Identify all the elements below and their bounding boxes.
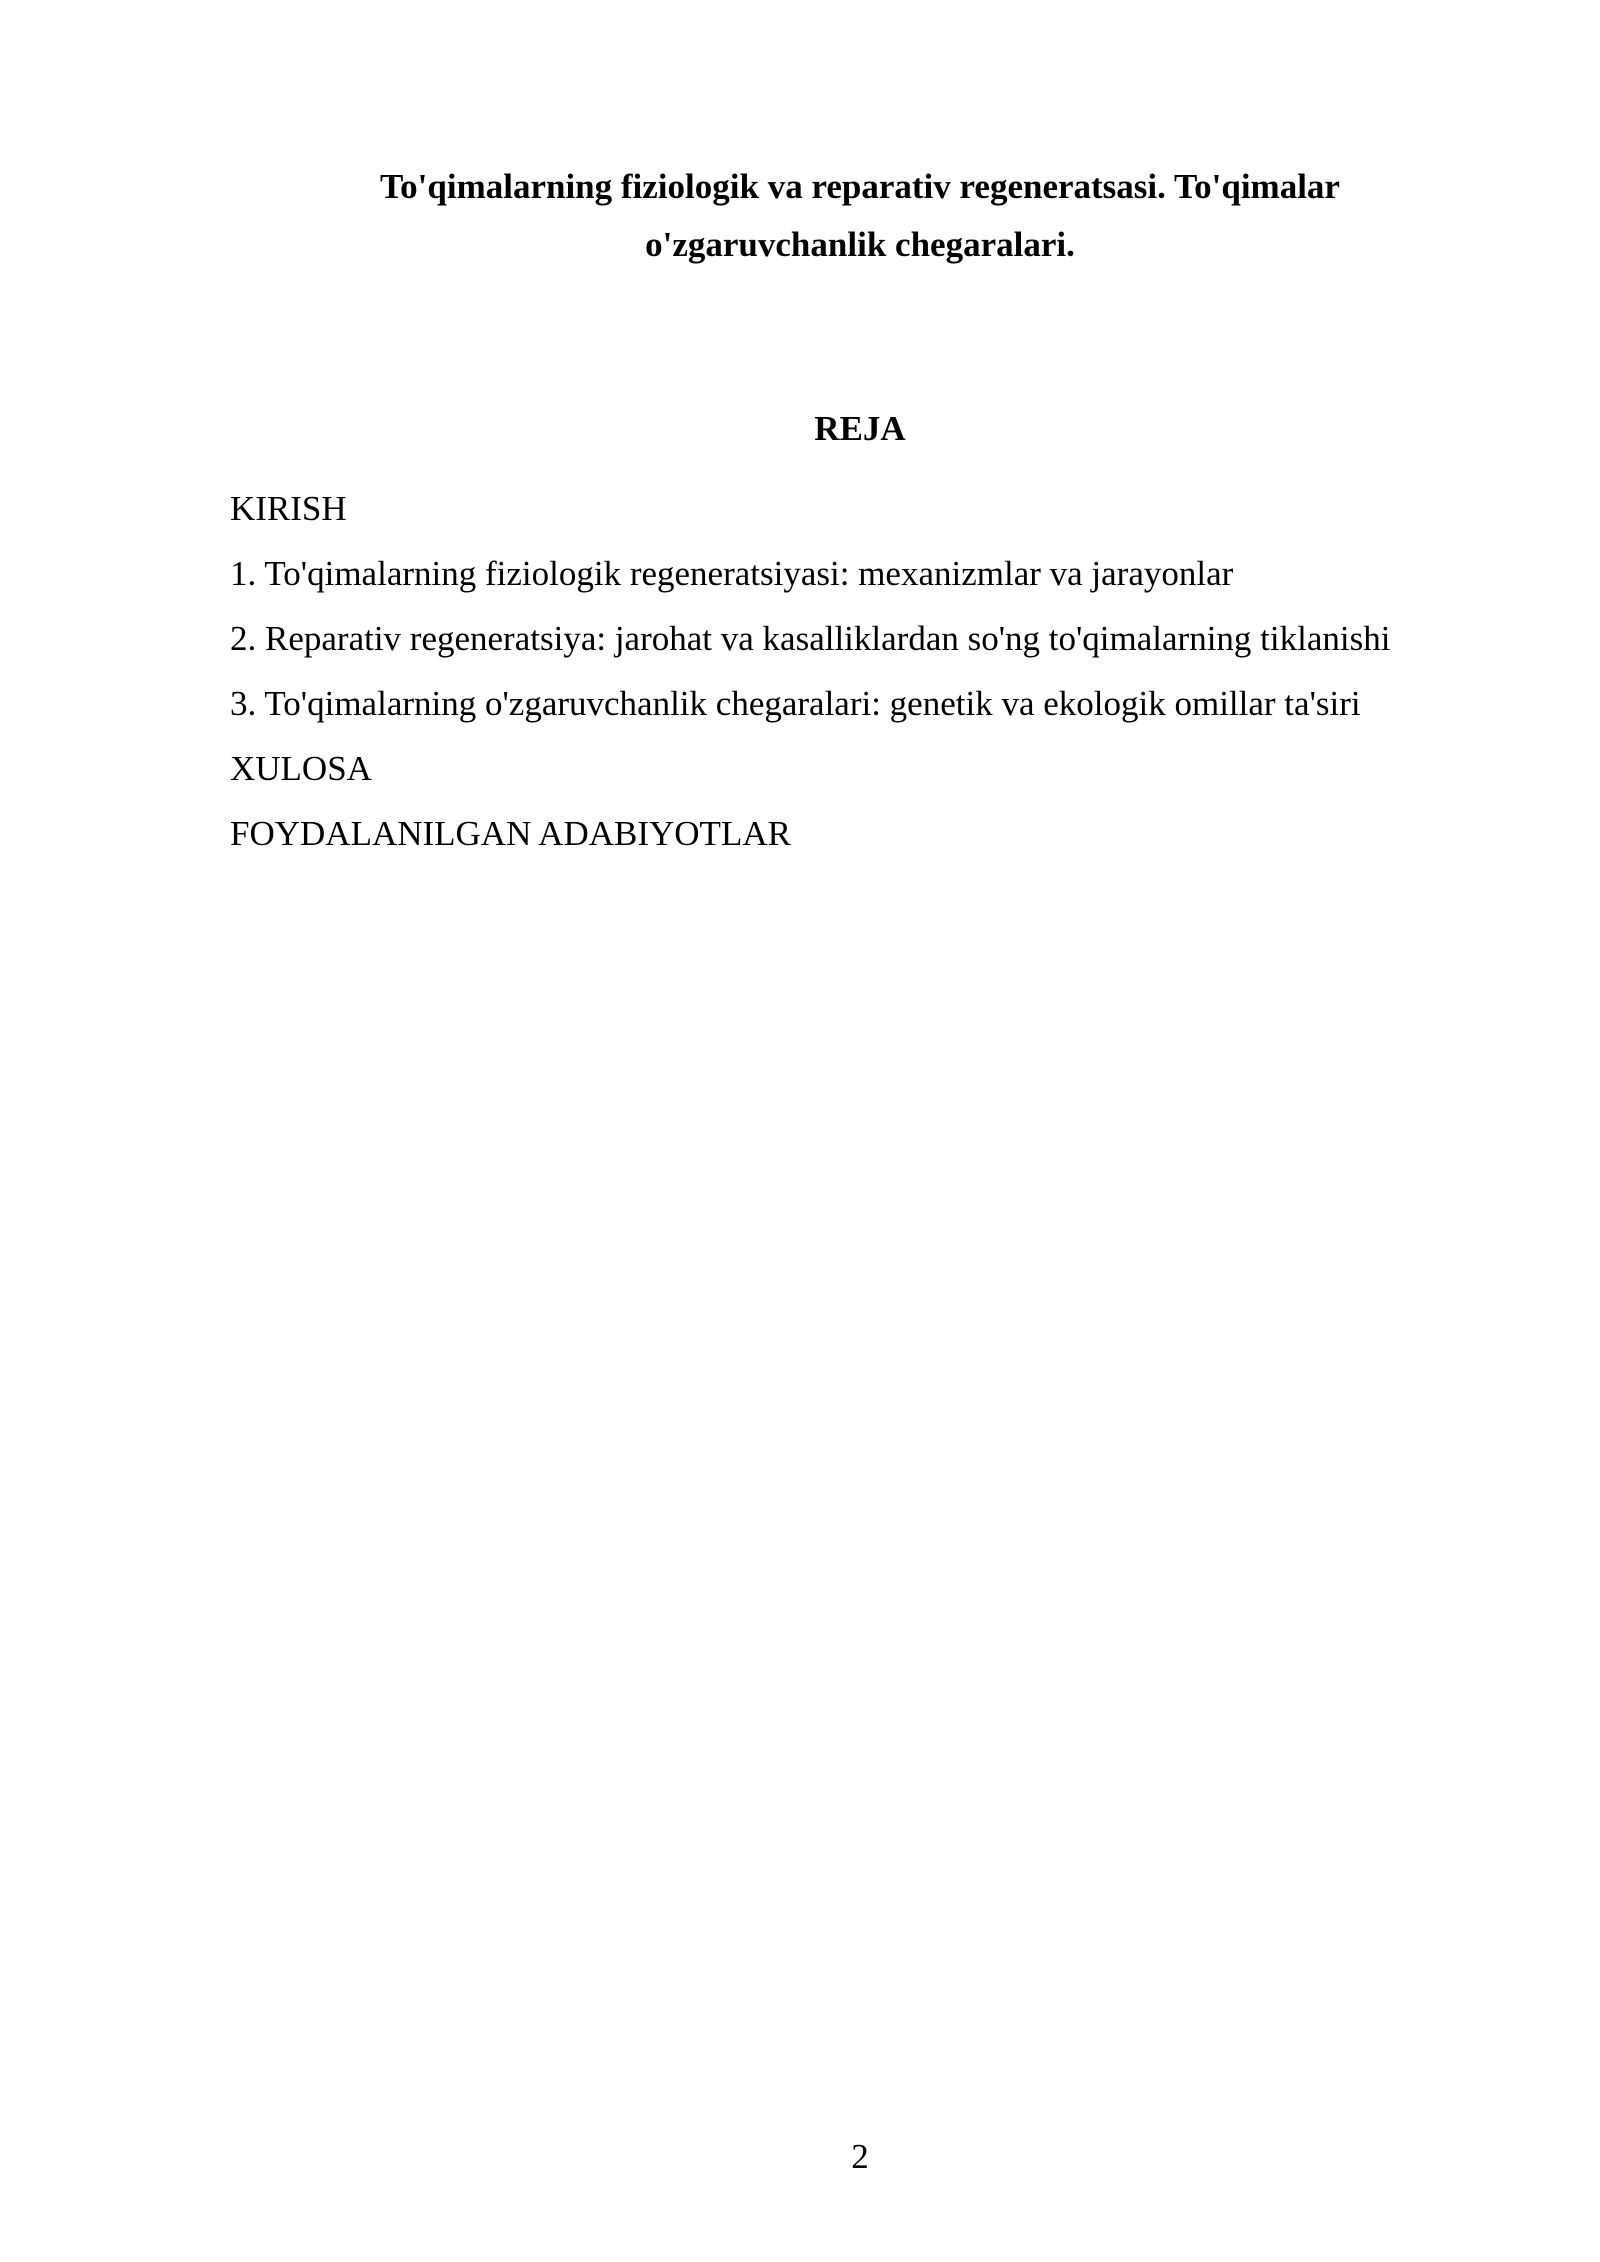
plan-item-conclusion: XULOSA — [230, 749, 372, 788]
plan-item-references: FOYDALANILGAN ADABIYOTLAR — [230, 814, 791, 853]
plan-item-intro: KIRISH — [230, 489, 347, 528]
plan-item-2: 2. Reparativ regeneratsiya: jarohat va kasalliklardan so'ng to'qimalarning tiklanishi — [230, 619, 1391, 658]
document-title: To'qimalarning fiziologik va reparativ regeneratsasi. To'qimalar o'zgaruvchanlik chegaralari. — [380, 167, 1340, 264]
plan-item-1: 1. To'qimalarning fiziologik regeneratsiyasi: mexanizmlar va jarayonlar — [230, 554, 1234, 593]
plan-list — [230, 476, 1530, 866]
page-number: 2 — [851, 2137, 869, 2176]
plan-item-3: 3. To'qimalarning o'zgaruvchanlik chegaralari: genetik va ekologik omillar ta'siri — [230, 684, 1361, 723]
plan-heading: REJA — [814, 409, 906, 448]
